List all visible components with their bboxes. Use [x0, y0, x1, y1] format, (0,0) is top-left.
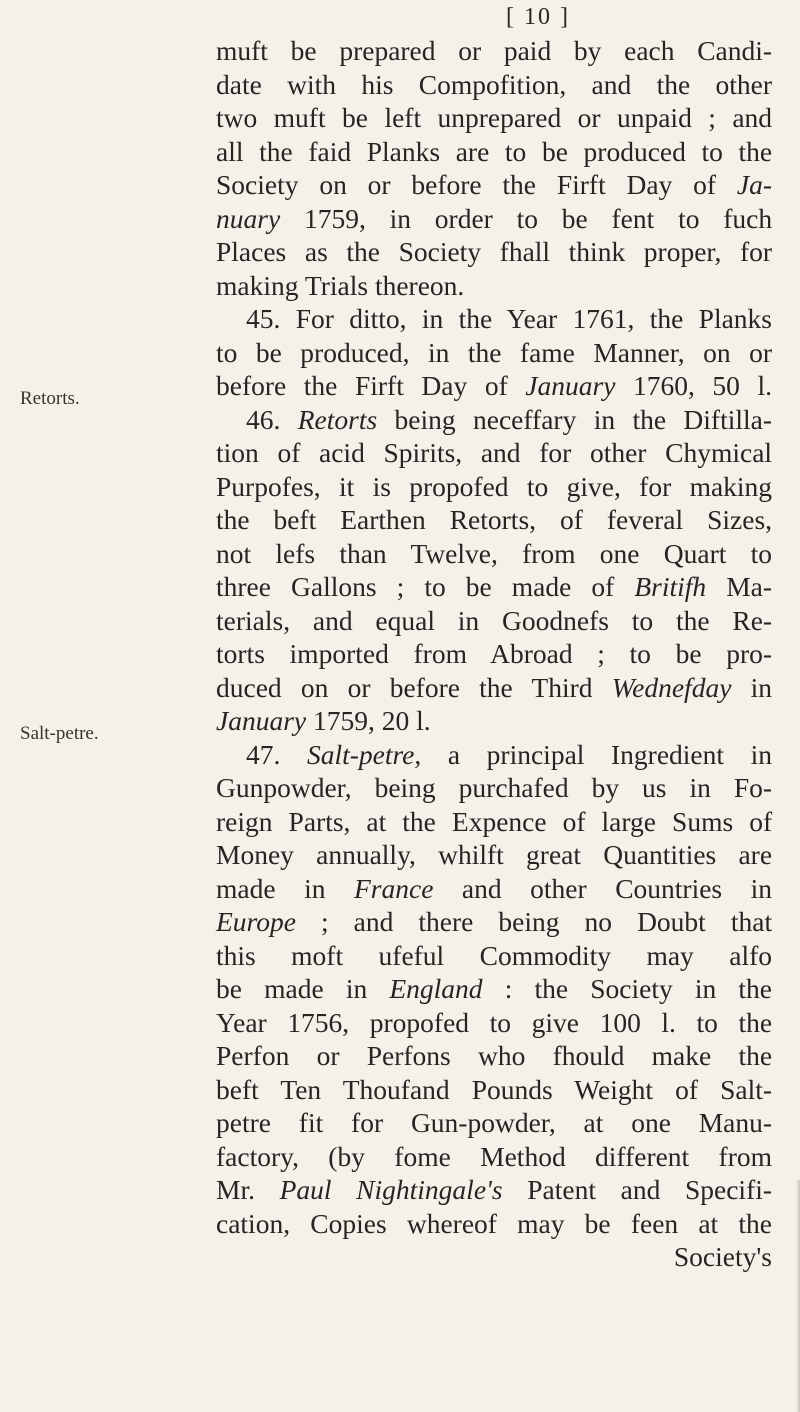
text-line: petre fit for Gun-powder, at one Manu-: [216, 1107, 773, 1138]
text-line: 45. For ditto, in the Year 1761, the Planks: [246, 303, 772, 334]
text-line: made in France and other Countries in: [216, 872, 773, 904]
text-line: cation, Copies whereof may be feen at the: [216, 1207, 772, 1239]
text-line: Year 1756, propofed to give 100 l. to the: [216, 1006, 773, 1038]
text-line: Gunpowder, being purchafed by us in Fo-: [216, 772, 773, 803]
text-line: making Trials thereon.: [216, 269, 465, 301]
text-line: to be produced, in the fame Manner, on or: [216, 336, 772, 368]
text-line: three Gallons ; to be made of Britifh Ma-: [216, 571, 773, 602]
text-line: Places as the Society fhall think proper, for: [216, 236, 773, 267]
text-line: 47. Salt-petre, a principal Ingredient in: [246, 738, 773, 770]
text-line: before the Firft Day of January 1760, 50 l.: [216, 370, 772, 401]
text-line: January 1759, 20 l.: [216, 705, 431, 736]
text-line: Europe ; and there being no Doubt that: [216, 906, 773, 937]
body-text: [216, 34, 772, 1274]
text-line: not lefs than Twelve, from one Quart to: [216, 537, 772, 569]
text-line: the beft Earthen Retorts, of feveral Sizes,: [216, 504, 773, 535]
text-line: Money annually, whilft great Quantities are: [216, 839, 773, 870]
page-number: [ 10 ]: [506, 4, 570, 30]
text-line: nuary 1759, in order to be fent to fuch: [216, 202, 773, 234]
text-line: date with his Compofition, and the other: [216, 68, 773, 100]
text-line: beft Ten Thoufand Pounds Weight of Salt-: [216, 1073, 773, 1105]
text-line: duced on or before the Third Wednefday in: [216, 671, 773, 703]
text-line: Purpofes, it is propofed to give, for making: [216, 470, 773, 502]
text-line: Mr. Paul Nightingale's Patent and Specifi-: [216, 1174, 773, 1205]
text-line: reign Parts, at the Expence of large Sums of: [216, 805, 773, 837]
scan-edge-shadow: [796, 1180, 800, 1412]
text-line: Perfon or Perfons who fhould make the: [216, 1040, 773, 1071]
text-line: tion of acid Spirits, and for other Chymical: [216, 437, 773, 468]
text-line: this moft ufeful Commodity may alfo: [216, 939, 772, 971]
text-line: terials, and equal in Goodnefs to the Re-: [216, 604, 773, 636]
text-line: torts imported from Abroad ; to be pro-: [216, 638, 773, 669]
catchword: Society's: [673, 1241, 772, 1272]
margin-note-retorts: Retorts.: [20, 388, 80, 409]
text-line: all the faid Planks are to be produced to the: [216, 135, 773, 167]
text-line: two muft be left unprepared or unpaid ; and: [216, 102, 773, 133]
text-line: muft be prepared or paid by each Candi-: [216, 35, 773, 66]
margin-note-saltpetre: Salt-petre.: [20, 723, 99, 744]
text-line: factory, (by fome Method different from: [216, 1140, 772, 1172]
text-line: 46. Retorts being neceffary in the Diftilla-: [246, 403, 772, 435]
text-line: Society on or before the Firft Day of Ja-: [216, 169, 773, 200]
text-line: be made in England : the Society in the: [216, 973, 772, 1004]
